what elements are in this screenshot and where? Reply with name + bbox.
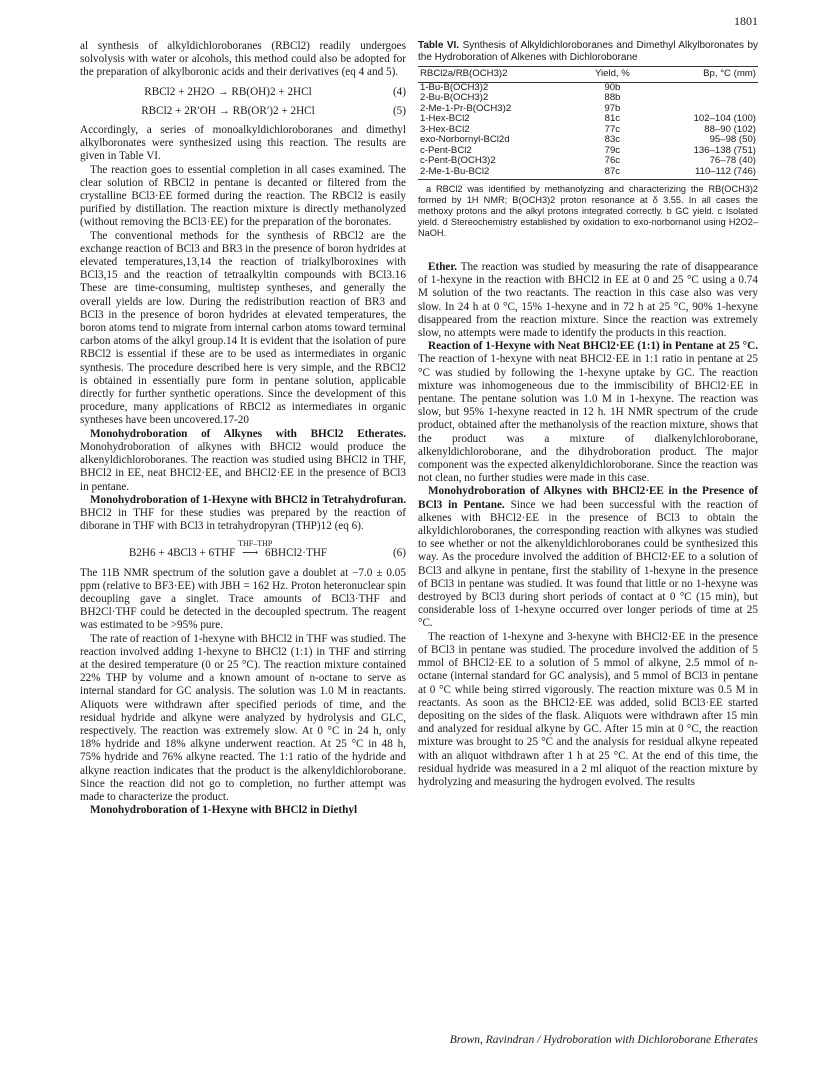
table-caption <box>418 40 758 63</box>
paragraph-diethyl-heading <box>80 804 406 817</box>
table-caption-text: Synthesis of Alkyldichloroboranes and Dimethyl Alkylboronates by the Hydroboration of Alkenes with Dichloroborane <box>418 40 758 63</box>
table-footnote: a RBCl2 was identified by methanolyzing and characterizing the RB(OCH3)2 formed by 1H NMR; B(OCH3)2 proton resonance at δ 3.55. In all cases the methoxy protons and the alkyl protons integrated correctly. b GC yield. c Isolated yield. d Stereochemistry established by oxidation to exo-norbornanol using H2O2–NaOH. <box>418 184 758 238</box>
table-cell-bp: 88–90 (102) <box>704 123 756 135</box>
paragraph-nmr: The 11B NMR spectrum of the solution gave a doublet at −7.0 ± 0.05 ppm (relative to BF3·EE) with JBH = 162 Hz. Proton heteronuclear spin decoupling gave a singlet. Trace amounts of BCl3·THF and BH2Cl·THF could be detected in the decoupled spectrum. The reagent was estimated to be >95% pure. <box>80 566 406 632</box>
paragraph-ether <box>418 261 758 340</box>
equation-6-number: (6) <box>392 547 406 560</box>
text-bcl3-pentane: Since we had been successful with the reaction of alkenes with BHCl2·EE in the presence of BCl3 to obtain the alkyldichloroboranes, the corresponding reaction with alkynes was studied to see whether or not the alkenyldichloroboranes could be synthesized this way. As the procedure involved the addition of BHCl2·EE to a solution of BCl3 and alkyne in pentane, first the stability of 1-hexyne in the presence of BCl3 in pentane was studied. It was found that little or no 1-hexyne was destroyed by BCl3 during short periods of contact at 0 °C (15 min), but considerable loss of 1-hexyne occurred over longer periods of time at 25 °C. <box>418 498 759 630</box>
table-row <box>418 93 758 104</box>
equation-6 <box>80 539 406 560</box>
table-cell-compound: 1-Bu-B(OCH3)2 <box>420 81 489 93</box>
paragraph-accordingly: Accordingly, a series of monoalkyldichloroboranes and dimethyl alkylboronates were synthesized using this reaction. The results are given in Table VI. <box>80 124 406 163</box>
table-row <box>418 135 758 146</box>
table-cell-yield: 87c <box>579 167 645 180</box>
table-cell-bp: 110–112 (746) <box>645 167 758 180</box>
table-cell-yield: 77c <box>604 123 621 135</box>
equation-6-arrow-label: THF–THP <box>238 539 273 549</box>
table-row <box>418 156 758 167</box>
table-cell-compound: 3-Hex-BCl2 <box>420 123 470 135</box>
table-cell-compound: exo-Norbornyl-BCl2d <box>420 134 510 145</box>
equation-6-arrow: THF–THP ⟶ <box>238 539 273 560</box>
heading-ether: Ether. <box>428 261 458 273</box>
equation-5 <box>80 105 406 118</box>
table-cell-compound: c-Pent-B(OCH3)2 <box>420 155 496 166</box>
table-cell-yield: 90b <box>604 81 621 93</box>
table-cell-bp: 76–78 (40) <box>709 155 756 166</box>
table-header-yield: Yield, % <box>579 67 645 83</box>
paragraph-rate-thf: The rate of reaction of 1-hexyne with BHCl2 in THF was studied. The reaction involved adding 1-hexyne to BHCl2 (1:1) in THF and stirring at the desired temperature (0 or 25 °C). The reaction mixture contained 22% THP by volume and a known amount of n-octane to serve as internal standard for GC analysis. The solution was 1.0 M in reactants. Aliquots were withdrawn after specified periods of time, and the residual hydride and alkyne were analyzed by hydrolysis and GLC, respectively. The reaction was extremely slow. At 0 °C in 24 h, only 18% hydride and 18% alkyne underwent reaction. At 25 °C in 48 h, 75% hydride and 76% alkyne reacted. The 1:1 ratio of the hydride and alkyne reaction indicates that the product is the alkenyldichloroborane. Since the reaction did not go to completion, no further attempt was made to characterize the product. <box>80 632 406 803</box>
table-vi <box>418 40 758 239</box>
equation-4-number: (4) <box>392 85 406 98</box>
paragraph-hexyne-procedure: The reaction of 1-hexyne and 3-hexyne with BHCl2·EE in the presence of BCl3 in pentane was studied. The procedure involved the addition of 5 mmol of BHCl2·EE to a solution of 5 mmol of alkyne, 2.5 mmol of n-octane (internal standard for GC analysis), and 5 mmol of BCl3 in pentane at 0 °C while being stirred vigorously. The reaction mixture was 0.5 M in reactants. As soon as the BHCl2·EE was added, solid BCl3·EE started depositing on the sides of the flask. Aliquots were withdrawn after 15 min and analyzed for residual alkyne by GC. After 15 min at 0 °C, the reaction mixture was brought to 25 °C and the analysis for residual alkyne repeated with an aliquot withdrawn after 1 h at 25 °C. At the end of this time, the residual hydride was measured in a 2 ml aliquot of the reaction mixture by hydrolyzing and measuring the hydrogen evolved. The results <box>418 630 758 788</box>
table-row <box>418 167 758 180</box>
table-cell-yield: 79c <box>604 144 621 156</box>
table-cell-bp <box>645 93 758 104</box>
table-header-bp: Bp, °C (mm) <box>645 67 758 83</box>
paragraph-alkynes-etherates <box>80 428 406 494</box>
table-cell-yield: 76c <box>604 155 621 166</box>
table-cell-yield: 81c <box>604 113 621 124</box>
table-cell-compound: 2-Bu-B(OCH3)2 <box>420 92 489 103</box>
paragraph-completion: The reaction goes to essential completion in all cases examined. The clear solution of RBCl2 in pentane is decanted or filtered from the crystalline BCl3·EE formed during the reaction. The RBCl2 is easily purified by distillation. The reaction mixture is directly methanolyzed (without removing the BCl3·EE) for the preparation of the boronates. <box>80 163 406 229</box>
heading-hexyne-diethyl: Monohydroboration of 1-Hexyne with BHCl2 in Diethyl <box>90 804 358 817</box>
table-header-compound: RBCl2a/RB(OCH3)2 <box>418 67 579 83</box>
table-header-row <box>418 67 758 83</box>
equation-6-right: 6BHCl2·THF <box>264 547 328 560</box>
heading-neat-pentane: Reaction of 1-Hexyne with Neat BHCl2·EE (1:1) in Pentane at 25 °C. <box>428 340 758 353</box>
page-number: 1801 <box>734 14 758 28</box>
table-cell-yield: 97b <box>604 102 621 114</box>
running-footer: Brown, Ravindran / Hydroboration with Dichloroborane Etherates <box>449 1034 758 1046</box>
table-cell-bp: 102–104 (100) <box>693 113 756 124</box>
text-neat-pentane: The reaction of 1-hexyne with neat BHCl2·EE in 1:1 ratio in pentane at 25 °C was studied by following the 1-hexyne uptake by GC. The reaction mixture was inhomogeneous due to the immiscibility of BHCl2·EE in pentane. The pentane solution was 1.0 M in 1-hexyne. The reaction was slow, but 95% 1-hexyne reacted in 12 h. 1H NMR spectrum of the crude product, obtained after the methanolysis of the reaction mixture, shows that the product was a mixture of dialkenylchloroborane, alkenyldichloroborane, and the dihydroboration product. The major component was the expected alkenyldichloroborane. Since the reaction was not clean, no further studies were made in this case. <box>418 353 758 485</box>
left-column <box>80 40 406 817</box>
text-hexyne-thf: BHCl2 in THF for these studies was prepared by the reaction of diborane in THF with BCl3 in tetrahydropyran (THP)12 (eq 6). <box>80 506 406 533</box>
paragraph-intro: al synthesis of alkyldichloroboranes (RBCl2) readily undergoes solvolysis with water or alcohols, this method could also be adopted for the preparation of alkylboronic acids and their derivatives (eq 4 and 5). <box>80 40 406 79</box>
table-data <box>418 66 758 180</box>
paragraph-thf <box>80 494 406 534</box>
heading-bcl3-pentane: Monohydroboration of Alkynes with BHCl2·EE in the Presence of BCl3 in Pentane. <box>418 485 758 511</box>
heading-hexyne-thf: Monohydroboration of 1-Hexyne with BHCl2 in Tetrahydrofuran. <box>90 493 406 506</box>
table-cell-yield: 83c <box>604 134 621 145</box>
table-cell-compound: c-Pent-BCl2 <box>420 144 472 156</box>
table-cell-compound: 2-Me-1-Pr-B(OCH3)2 <box>420 102 512 114</box>
equation-6-left: B2H6 + 4BCl3 + 6THF <box>128 547 236 560</box>
equation-5-number: (5) <box>392 104 406 117</box>
table-cell-bp: 136–138 (751) <box>693 144 756 156</box>
table-row <box>418 114 758 125</box>
table-label: Table VI. <box>418 40 460 51</box>
right-column <box>418 40 758 789</box>
table-cell-compound: 2-Me-1-Bu-BCl2 <box>418 167 579 180</box>
equation-5-text: RBCl2 + 2R′OH → RB(OR′)2 + 2HCl <box>141 104 315 117</box>
equation-4 <box>80 86 406 99</box>
table-cell-bp: 95–98 (50) <box>709 134 756 145</box>
table-cell-bp <box>645 82 758 93</box>
paragraph-conventional-methods: The conventional methods for the synthesis of RBCl2 are the exchange reaction of BCl3 and BR3 in the presence of boron hydrides at elevated temperatures,13,14 the reaction of trialkylboroxines with BCl3,15 and the reaction of tetraalkyltin compounds with BCl3.16 These are time-consuming, multistep syntheses, and generally the overall yields are low. During the redistribution reaction of BR3 and BCl3 in the presence of boron hydrides at elevated temperatures, the boron atoms tend to migrate from internal carbon atoms toward terminal carbon atoms of the alkyl group.14 It is evident that the isolation of pure RBCl2 is essential if these are to be used as intermediates in organic synthesis. The procedure described here is very simple, and the RBCl2 is obtained in essentially pure form in pentane solution, applicable directly for further synthetic operations. Since the development of this procedure, many applications of RBCl2 as intermediates in organic syntheses have been uncovered.17-20 <box>80 229 406 427</box>
heading-alkynes-etherates: Monohydroboration of Alkynes with BHCl2 Etherates. <box>90 427 406 440</box>
table-cell-yield: 88b <box>604 92 621 103</box>
paragraph-neat-pentane <box>418 340 758 485</box>
text-alkynes-etherates: Monohydroboration of alkynes with BHCl2 would produce the alkenyldichloroboranes. The reaction was studied using BHCl2 in THF, BHCl2 in EE, neat BHCl2·EE, and BHCl2·EE in the presence of BCl3 in pentane. <box>80 440 406 493</box>
table-cell-compound: 1-Hex-BCl2 <box>420 113 470 124</box>
paragraph-bcl3-pentane <box>418 485 758 630</box>
equation-4-text: RBCl2 + 2H2O → RB(OH)2 + 2HCl <box>144 85 312 98</box>
text-ether: The reaction was studied by measuring the rate of disappearance of 1-hexyne in the reaction with BHCl2 in EE at 0 and 25 °C using a 0.74 M solution of the two reactants. The reaction in this case also was very slow. In 24 h at 0 °C, 15% 1-hexyne and in 72 h at 25 °C, 90% 1-hexyne disappeared from the reaction mixture. Since the reaction was extremely slow, no attempts were made to identify the products in this reaction. <box>418 261 758 340</box>
